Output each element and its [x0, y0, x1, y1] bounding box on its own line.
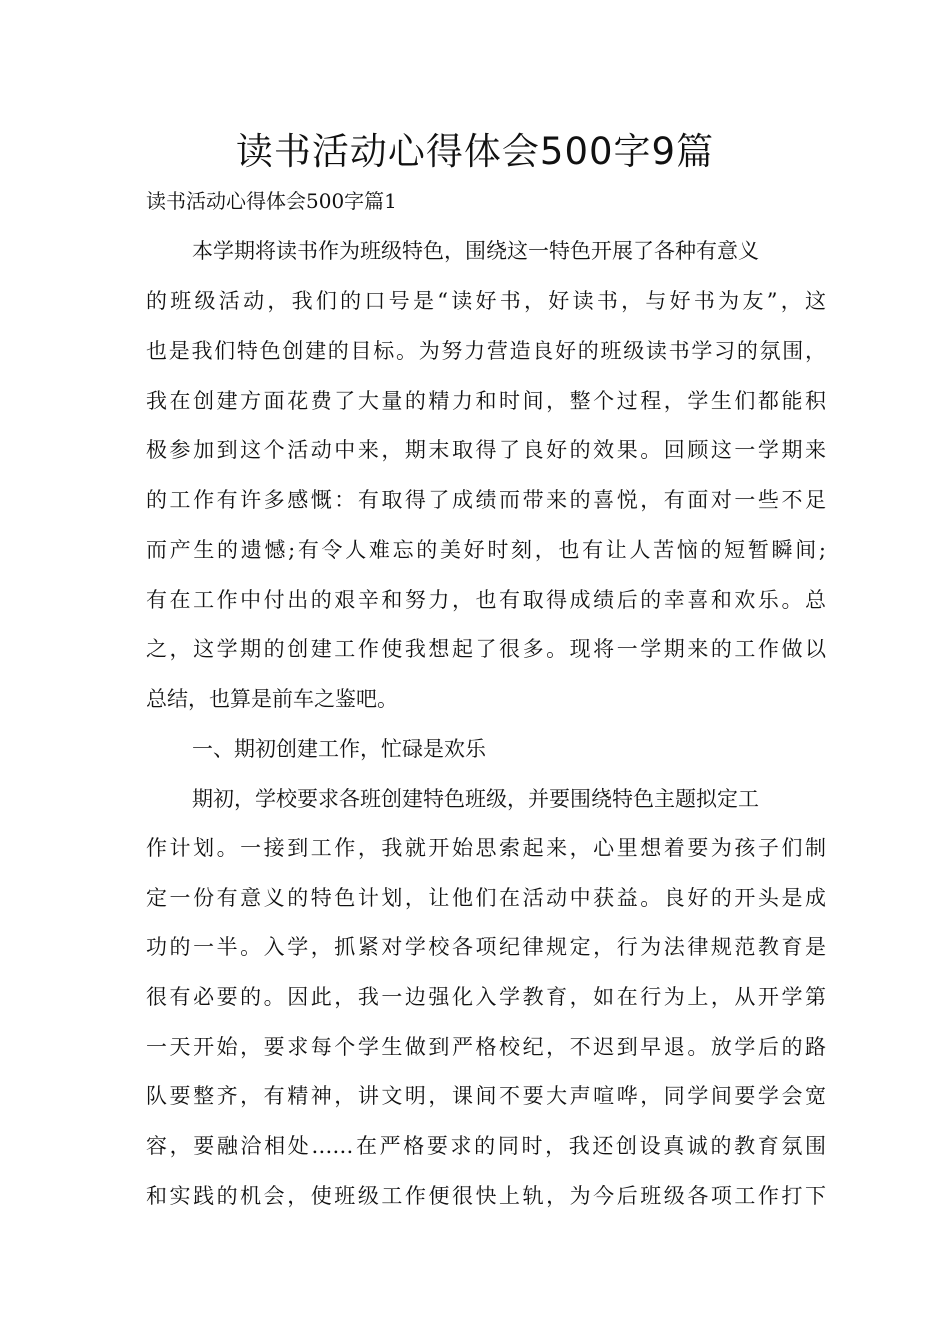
paragraph-line: 也是我们特色创建的目标。为努力营造良好的班级读书学习的氛围，: [146, 339, 826, 363]
paragraph-line: 总结，也算是前车之鉴吧。: [146, 687, 398, 711]
paragraph-line: 本学期将读书作为班级特色，围绕这一特色开展了各种有意义: [192, 239, 759, 263]
paragraph-line: 之，这学期的创建工作使我想起了很多。现将一学期来的工作做以: [146, 637, 826, 661]
paragraph-line: 作计划。一接到工作，我就开始思索起来，心里想着要为孩子们制: [146, 836, 826, 860]
paragraph-line: 和实践的机会，使班级工作便很快上轨，为今后班级各项工作打下: [146, 1184, 826, 1208]
section-heading: 读书活动心得体会500字篇1: [146, 189, 397, 213]
paragraph-line: 很有必要的。因此，我一边强化入学教育，如在行为上，从开学第: [146, 985, 826, 1009]
paragraph-line: 一天开始，要求每个学生做到严格校纪，不迟到早退。放学后的路: [146, 1035, 826, 1059]
paragraph-line: 有在工作中付出的艰辛和努力，也有取得成绩后的幸喜和欢乐。总: [146, 588, 826, 612]
paragraph-line: 的班级活动，我们的口号是“读好书，好读书，与好书为友”，这: [146, 289, 826, 313]
paragraph-line: 极参加到这个活动中来，期末取得了良好的效果。回顾这一学期来: [146, 438, 826, 462]
paragraph-line: 定一份有意义的特色计划，让他们在活动中获益。良好的开头是成: [146, 886, 826, 910]
paragraph-line: 而产生的遗憾;有令人难忘的美好时刻，也有让人苦恼的短暂瞬间;: [146, 538, 826, 562]
paragraph-line: 期初，学校要求各班创建特色班级，并要围绕特色主题拟定工: [192, 787, 759, 811]
paragraph-line: 我在创建方面花费了大量的精力和时间，整个过程，学生们都能积: [146, 389, 826, 413]
paragraph-line: 功的一半。入学，抓紧对学校各项纪律规定，行为法律规范教育是: [146, 935, 826, 959]
document-title: 读书活动心得体会500字9篇: [235, 130, 715, 173]
paragraph-line: 容，要融洽相处……在严格要求的同时，我还创设真诚的教育氛围: [146, 1134, 826, 1158]
section-subheading: 一、期初创建工作，忙碌是欢乐: [192, 737, 486, 761]
paragraph-line: 队要整齐，有精神，讲文明，课间不要大声喧哗，同学间要学会宽: [146, 1084, 826, 1108]
paragraph-line: 的工作有许多感慨：有取得了成绩而带来的喜悦，有面对一些不足: [146, 488, 826, 512]
